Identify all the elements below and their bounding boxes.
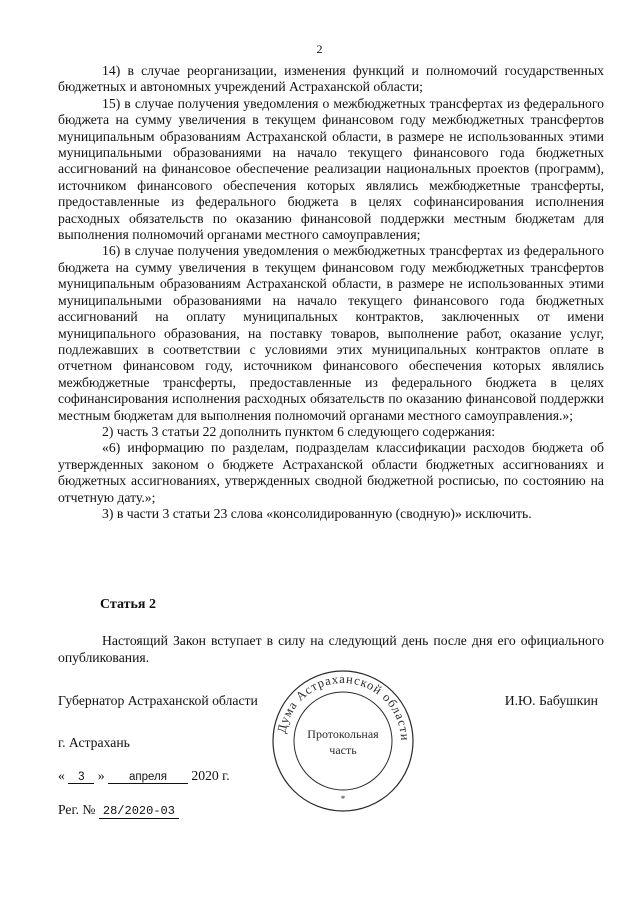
paragraph-quote-6: «6) информацию по разделам, подразделам классификации расходов бюджета об утвержденных законом о бюджете Астраханской области бюджетных ассигнованиях и бюджетных ассигнованиях, утвержденных сводной бюджетной росписью, по состоянию на отчетную дату.»;	[58, 440, 604, 505]
paragraph-item-16: 16) в случае получения уведомления о межбюджетных трансфертах из федерального бюджета на сумму увеличения в текущем финансовом году межбюджетных трансфертов муниципальным образованиям Астраханской области, в размере не использованных этими муниципальными образованиями на начало текущего финансового года бюджетных ассигнований на оплату муниципальных контрактов, заключенных от имени муниципального образования, на поставку товаров, выполнение работ, оказание услуг, подлежавших в соответствии с условиями этих муниципальных контрактов оплате в отчетном финансовом году, источником финансового обеспечения которых являлись межбюджетные трансферты, предоставленные из федерального бюджета в целях софинансирования исполнения расходных обязательств по оказанию финансовой поддержки местным бюджетам для выполнения полномочий органами местного самоуправления.»;	[58, 243, 604, 423]
document-body	[58, 63, 604, 522]
date-open-quote: «	[58, 768, 65, 783]
city-name: г. Астрахань	[58, 735, 130, 750]
seal-ring-text: Дума Астраханской области	[274, 671, 413, 742]
article-heading: Статья 2	[100, 597, 156, 612]
paragraph-item-3: 3) в части 3 статьи 23 слова «консолидированную (сводную)» исключить.	[102, 505, 532, 521]
date-year: 2020 г.	[191, 768, 230, 783]
official-seal	[270, 668, 416, 814]
seal-center-line1: Протокольная	[307, 727, 379, 741]
governor-title: Губернатор Астраханской области	[58, 693, 258, 708]
governor-name: И.Ю. Бабушкин	[504, 693, 598, 708]
seal-center-line2: часть	[329, 743, 357, 757]
seal-star-icon: *	[340, 794, 346, 804]
registration-number	[58, 802, 179, 819]
page-number: 2	[316, 42, 323, 56]
paragraph-item-15: 15) в случае получения уведомления о межбюджетных трансфертах из федерального бюджета на сумму увеличения в текущем финансовом году межбюджетных трансфертов муниципальным образованиям Астраханской области, в размере не использованных этими муниципальными образованиями на начало текущего финансового года бюджетных ассигнований на финансовое обеспечение реализации национальных проектов (программ), источником финансового обеспечения которых являлись межбюджетные трансферты, предоставленные из федерального бюджета в целях софинансирования исполнения расходных обязательств по оказанию финансовой поддержки местным бюджетам для выполнения полномочий органами местного самоуправления;	[58, 95, 604, 243]
registration-value: 28/2020-03	[99, 804, 179, 819]
paragraph-item-2: 2) часть 3 статьи 22 дополнить пунктом 6 следующего содержания:	[102, 423, 496, 439]
paragraph-item-14: 14) в случае реорганизации, изменения функций и полномочий государственных бюджетных и автономных учреждений Астраханской области;	[58, 63, 604, 95]
date-month: апреля	[108, 771, 188, 784]
registration-label: Рег. №	[58, 802, 96, 817]
final-paragraph: Настоящий Закон вступает в силу на следующий день после дня его официального опубликования.	[58, 633, 604, 665]
date-close-quote: »	[97, 768, 105, 783]
date-day: 3	[68, 771, 94, 784]
signing-date	[58, 768, 230, 784]
